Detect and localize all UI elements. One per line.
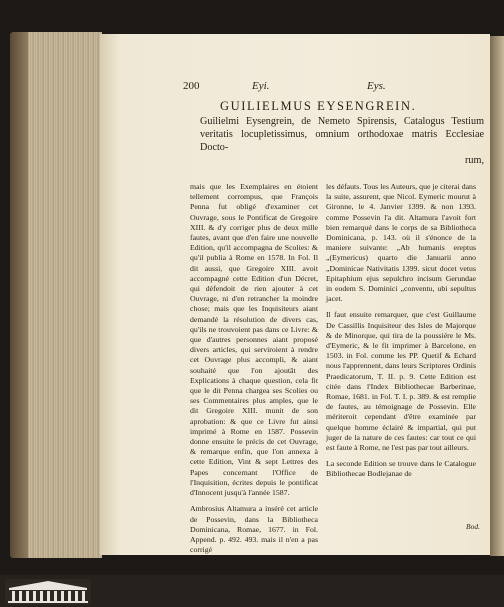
right-paragraph: La seconde Edition se trouve dans le Catalogue Bibliothecae Bodlejanae de (326, 459, 476, 479)
right-column (326, 182, 476, 486)
catchword: Bod. (466, 522, 480, 531)
page-number: 200 (183, 80, 200, 92)
book-page (100, 34, 490, 555)
right-paragraph: les défauts. Tous les Auteurs, que je citerai dans la suite, assurent, que Nicol. Eymeric mourut à Gironne, le 4. Janvier 1399. & non 1393. comme Possevin l'a dit. Altamura l'avoit fort bien remarqué dans le corps de sa Bibliotheca Dominicana, p. 143. où il s'énonce de la maniere suivante: „Ab humanis ereptus „(Eymericus) quarto die Januarii anno „Dominicae Nativitatis 1399. sicut docet vetus Epitaphium ejus sepulchro incisum Gerundae in eodem S. Dominici „conventu, ubi sepultus jacet. (326, 182, 476, 304)
building-columns-icon (5, 579, 91, 605)
entry-title: GUILIELMUS EYSENGREIN. (220, 99, 417, 113)
intro-end: rum, (465, 155, 484, 166)
left-column (190, 182, 318, 561)
book-page-edges (10, 32, 102, 558)
left-paragraph: Ambrosius Altamura a inséré cet article de Possevin, dans la Bibliotheca Dominicana, Romae, 1677. in Fol. Append. p. 492. 493. mais il n'en a pas corrigé (190, 504, 318, 555)
right-paragraph: Il faut ensuite remarquer, que c'est Guillaume De Cassillis Inquisiteur des Isles de Majorque & de Minorque, qui tira de la poussiére le Ms. d'Eymeric, & le fit imprimer à Barcelone, en 1503. in Fol. comme les PP. Quetif & Echard nous l'apprennent, dans leurs Scriptores Ordinis Praedicatorum, T. II. p. 9. Cette Edition est citée dans l'Index Bibliothecae Barberinae, Romae, 1681. in Fol. T. I. p. 389. & est remplie de fautes, au témoignage de Possevin. Elle mériteroit cependant d'être examinée par quelque homme éclairé & impartial, qui put juger de la nature de ces fautes: car tout ce qui est faute à Rome, ne l'est pas par tout ailleurs. (326, 310, 476, 453)
intro-text: Guilielmi Eysengrein, de Nemeto Spirensis, Catalogus Testium veritatis locupletissimus, omnium orthodoxae matris Ecclesiae Docto- (200, 116, 484, 153)
running-head-right: Eys. (367, 80, 386, 92)
entry-intro (200, 115, 484, 167)
left-paragraph: mais que les Exemplaires en étoient tellement corrompus, que François Penna fut obligé d'examiner cet Ouvrage, sous le Pontificat de Gregoire XIII. & d'y corriger plus de deux mille fautes, avant que d'en faire une nouvelle Edition, qu'il accompagna de Scolies: & qu'il publia à Rome en 1578. In Fol. Il dit aussi, que Gregoire XIII. avoit accompagné cette Edition d'un Décret, qui défendoit de rien ajouter à cet Ouvrage, ni d'en retrancher la moindre chose; mais que les Inquisiteurs aiant demandé la résolution de divers cas, qu'ils ne trouvoient pas dans ce Livre: & que d'autres personnes aiant proposé divers articles, qui serviroient à rendre cet Ouvrage plus accompli, & aiant souhaité que l'on ajoutât des Explications à chaque question, cela fit que le dit Penna chargea ses Scolies ou ses Commentaires plus amples, que le dit Gregoire XIII. munit de son aprobation: & que ce Livre fut ainsi imprimé à Rome en 1587. Possevin donne ensuite le précis de cet Ouvrage, & remarque enfin, que l'on annexa à cette Edition, Vint & sept Lettres des Papes concernant l'Office de l'Inquisition, écrites depuis le pontificat d'Innocent jusqu'à l'année 1587. (190, 182, 318, 498)
running-head-left: Eyi. (252, 80, 270, 92)
facing-page-edge (490, 36, 504, 556)
footer-bar (0, 575, 504, 607)
